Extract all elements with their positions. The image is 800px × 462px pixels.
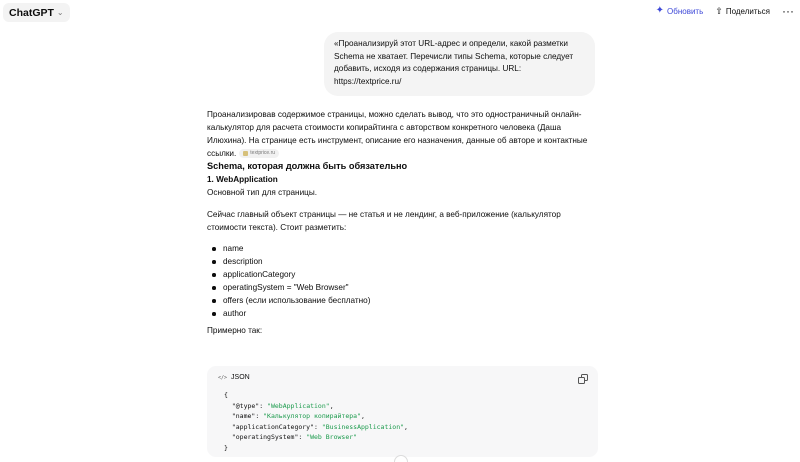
- copy-icon[interactable]: [578, 374, 586, 382]
- update-label: Обновить: [667, 6, 704, 16]
- assistant-response: [207, 108, 602, 337]
- response-paragraph: Сейчас главный объект страницы — не статья и не лендинг, а веб-приложение (калькулятор стоимости текста). Стоит разметить:: [207, 210, 561, 232]
- code-line: {: [224, 391, 228, 399]
- favicon-icon: [243, 151, 248, 156]
- share-button[interactable]: [715, 6, 770, 17]
- source-chip[interactable]: [239, 149, 279, 158]
- item-title: 1. WebApplication: [207, 175, 278, 184]
- code-key: "applicationCategory": [231, 422, 315, 431]
- code-language: JSON: [231, 374, 250, 381]
- share-icon: ⇧: [715, 5, 723, 16]
- code-line: "applicationCategory": "BusinessApplication",: [231, 422, 408, 431]
- more-options-icon[interactable]: ···: [782, 4, 794, 18]
- item-subtitle: Основной тип для страницы.: [207, 188, 317, 197]
- code-value: "WebApplication": [267, 401, 330, 410]
- code-line: "operatingSystem": "Web Browser": [231, 433, 358, 441]
- share-label: Поделиться: [725, 6, 770, 16]
- code-line: }: [224, 443, 228, 452]
- code-icon: </>: [218, 374, 228, 381]
- code-punct: ,: [329, 401, 334, 410]
- code-value: "Калькулятор копирайтера": [263, 412, 361, 420]
- list-item: description: [207, 255, 602, 268]
- list-item: applicationCategory: [207, 268, 602, 281]
- list-item: name: [207, 242, 602, 255]
- code-key: "name": [231, 412, 256, 420]
- code-line: "name": "Калькулятор копирайтера",: [231, 412, 365, 420]
- code-key: "@type": [231, 401, 260, 410]
- response-intro: [207, 108, 602, 160]
- code-header: [218, 374, 250, 381]
- section-heading: Schema, которая должна быть обязательно: [207, 161, 408, 171]
- intro-text: Проанализировав содержимое страницы, можно сделать вывод, что это одностраничный онлайн-калькулятор для расчета стоимости копирайтинга с авторством конкретного человека (Даша Илюхина). На странице есть инструмент, описание его назначения, данные об авторе и контактные ссылки.: [207, 110, 588, 158]
- sparkle-icon: ✦: [655, 5, 665, 16]
- example-label: Примерно так:: [207, 325, 263, 335]
- code-punct: ,: [404, 422, 408, 431]
- property-list: [207, 242, 602, 321]
- list-item: author: [207, 307, 602, 320]
- chevron-down-icon: ⌄: [56, 8, 64, 17]
- code-content: [224, 390, 408, 453]
- top-bar: [0, 0, 800, 26]
- code-value: "Web Browser": [306, 433, 358, 441]
- code-block: [207, 366, 598, 457]
- model-label: ChatGPT: [9, 6, 54, 19]
- code-line: "@type": "WebApplication",: [231, 401, 334, 410]
- user-message-bubble: «Проанализируй этот URL-адрес и определи, какой разметки Schema не хватает. Перечисли типы Schema, которые следует добавить, исходя из содержания страницы. URL: https://textprice.ru/: [324, 32, 595, 96]
- code-key: "operatingSystem": [231, 433, 299, 441]
- source-chip-label: textprice.ru: [250, 150, 276, 157]
- list-item: operatingSystem = "Web Browser": [207, 281, 602, 294]
- code-value: "BusinessApplication": [321, 422, 405, 431]
- scroll-down-button[interactable]: [394, 455, 408, 462]
- top-actions: [656, 5, 794, 17]
- list-item: offers (если использование бесплатно): [207, 294, 602, 307]
- model-selector-button[interactable]: [3, 3, 70, 22]
- code-punct: ,: [360, 412, 365, 420]
- update-button[interactable]: [656, 6, 704, 16]
